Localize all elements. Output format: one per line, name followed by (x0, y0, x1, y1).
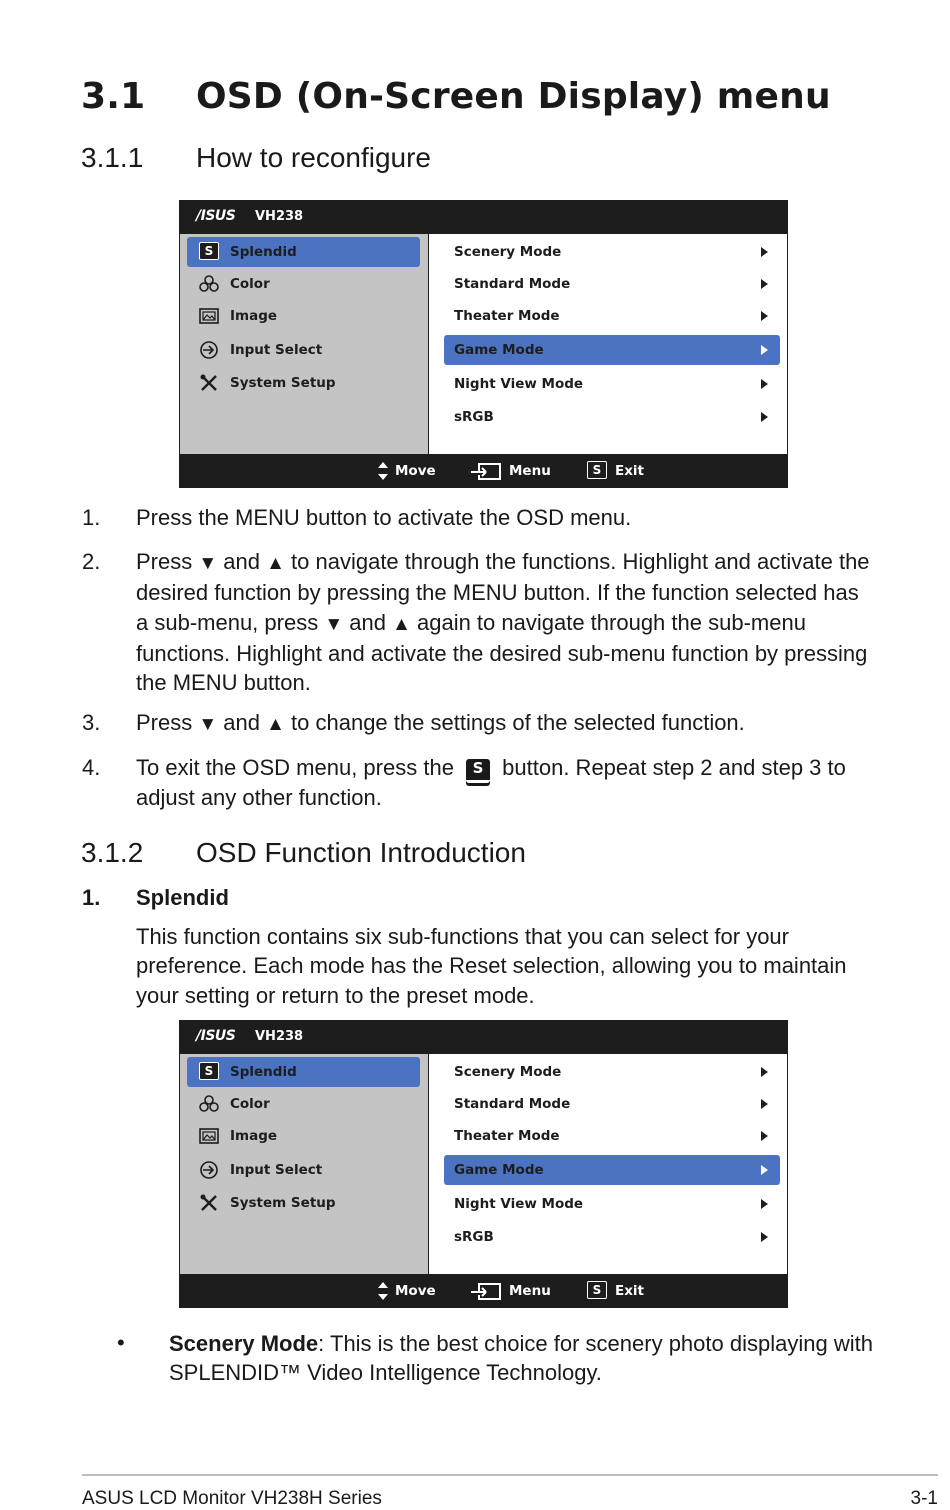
osd-submenu-label: Night View Mode (454, 376, 584, 392)
step-text (136, 753, 872, 812)
osd-submenu-item-selected[interactable] (444, 335, 780, 365)
arrow-right-icon (761, 1131, 768, 1141)
osd-main-menu (180, 1054, 429, 1276)
osd-submenu-item[interactable] (444, 269, 780, 299)
section-title: OSD (On-Screen Display) menu (196, 76, 831, 117)
bullet-text: : This is the best choice for scenery photo displaying with SPLENDID™ Video Intelligence Technology. (169, 1331, 873, 1386)
down-triangle-icon: ▼ (198, 714, 218, 735)
splendid-s-icon: S (199, 242, 219, 260)
osd-submenu-item[interactable] (444, 1121, 780, 1151)
osd-nav-bar (180, 454, 787, 487)
step-text-part: and (343, 609, 393, 635)
subsection-number: 3.1.1 (81, 142, 144, 173)
osd-submenu-item[interactable] (444, 1089, 780, 1119)
step-4 (82, 753, 872, 812)
subsection-title: How to reconfigure (196, 142, 432, 173)
osd-submenu-label: Night View Mode (454, 1196, 584, 1212)
osd-submenu-label: Standard Mode (454, 1096, 571, 1112)
osd-menu-label: Image (230, 308, 278, 324)
osd-submenu-label: Scenery Mode (454, 244, 562, 260)
osd-submenu-item[interactable] (444, 1057, 780, 1087)
osd-nav-exit: Exit (615, 1283, 645, 1299)
step-number: 1. (82, 505, 101, 530)
osd-menu-label: Color (230, 276, 270, 292)
step-text-part: to change the settings of the selected function. (284, 710, 745, 735)
input-select-icon (199, 341, 219, 359)
osd-nav-menu: Menu (509, 463, 551, 479)
osd-menu-label: Splendid (230, 244, 297, 260)
arrow-right-icon (761, 379, 768, 389)
osd-menu-label: Input Select (230, 342, 323, 358)
item-number: 1. (82, 885, 101, 910)
osd-menu-item-splendid[interactable] (187, 237, 420, 267)
step-text-part: and (217, 549, 267, 574)
section-number: 3.1 (81, 76, 146, 117)
up-down-icon (377, 461, 389, 481)
bullet-mark: • (117, 1330, 125, 1355)
exit-s-icon: S (587, 461, 607, 479)
arrow-right-icon (761, 1232, 768, 1242)
down-triangle-icon: ▼ (324, 613, 344, 635)
osd-menu-item-system-setup[interactable] (187, 1188, 420, 1218)
step-text-part: to navigate through the functions. Highlight and activate the desired function by pressing the MENU button. If the function selected has a sub-menu, press (136, 549, 870, 635)
osd-nav-move: Move (395, 463, 436, 479)
arrow-right-icon (761, 279, 768, 289)
bullet-term: Scenery Mode (169, 1331, 319, 1356)
tools-icon (199, 1194, 219, 1212)
step-number: 4. (82, 755, 101, 780)
osd-submenu-item[interactable] (444, 369, 780, 399)
osd-submenu-item[interactable] (444, 1189, 780, 1219)
up-triangle-icon: ▲ (266, 553, 285, 574)
osd-menu-item-color[interactable] (187, 269, 420, 299)
color-icon (199, 1095, 219, 1113)
arrow-right-icon (761, 412, 768, 422)
subsection-title: OSD Function Introduction (196, 837, 526, 868)
osd-menu-label: System Setup (230, 375, 336, 391)
splendid-title: Splendid (136, 885, 229, 910)
osd-menu-label: System Setup (230, 1195, 336, 1211)
footer-divider (82, 1474, 938, 1476)
down-triangle-icon: ▼ (198, 553, 218, 574)
osd-menu-screenshot-2 (179, 1020, 788, 1308)
up-down-icon (377, 1281, 389, 1301)
osd-nav-move: Move (395, 1283, 436, 1299)
osd-submenu-item[interactable] (444, 237, 780, 267)
step-text (136, 547, 872, 697)
osd-submenu-label: Standard Mode (454, 276, 571, 292)
exit-s-icon: S (587, 1281, 607, 1299)
arrow-right-icon (761, 247, 768, 257)
osd-submenu-label: Game Mode (454, 1162, 544, 1178)
step-text: Press the MENU button to activate the OSD menu. (136, 505, 632, 530)
menu-enter-icon (470, 461, 504, 481)
osd-menu-item-input-select[interactable] (187, 335, 420, 365)
subsection-heading-reconfigure (81, 142, 431, 174)
tools-icon (199, 374, 219, 392)
osd-submenu-item[interactable] (444, 1222, 780, 1252)
color-icon (199, 275, 219, 293)
step-text-part: and (217, 710, 267, 735)
scenery-mode-description (169, 1329, 889, 1388)
arrow-right-icon (761, 1099, 768, 1109)
step-2 (82, 547, 872, 697)
step-text-part: Press (136, 710, 199, 735)
osd-nav-exit: Exit (615, 463, 645, 479)
osd-nav-menu: Menu (509, 1283, 551, 1299)
osd-menu-item-image[interactable] (187, 1121, 420, 1151)
step-text-part: To exit the OSD menu, press the (136, 755, 461, 780)
osd-submenu-label: Game Mode (454, 342, 544, 358)
step-text-part: Press (136, 549, 199, 574)
step-text (136, 708, 872, 739)
osd-menu-label: Input Select (230, 1162, 323, 1178)
step-text-part: button. Repeat step 2 and step 3 to adjust any other function. (136, 755, 846, 810)
osd-submenu-label: Theater Mode (454, 1128, 560, 1144)
arrow-right-icon (761, 311, 768, 321)
osd-submenu-item[interactable] (444, 402, 780, 432)
arrow-right-icon (761, 1165, 768, 1175)
osd-nav-bar (180, 1274, 787, 1307)
osd-main-menu (180, 234, 429, 456)
asus-logo: /ISUS (196, 1028, 236, 1044)
image-icon (199, 1127, 219, 1145)
page-number: 3-1 (910, 1488, 938, 1509)
step-number: 3. (82, 710, 101, 735)
step-text-part: again to navigate through the sub-menu functions. Highlight and activate the desired sub-menu function by pressing the MENU button. (136, 609, 868, 696)
osd-submenu-label: Scenery Mode (454, 1064, 562, 1080)
arrow-right-icon (761, 1067, 768, 1077)
section-heading (81, 76, 831, 117)
osd-model: VH238 (255, 209, 304, 224)
subsection-heading-function-intro (81, 837, 526, 869)
splendid-heading (82, 885, 100, 911)
osd-submenu-label: sRGB (454, 1229, 494, 1245)
footer-title: ASUS LCD Monitor VH238H Series (82, 1488, 382, 1509)
osd-menu-label: Color (230, 1096, 270, 1112)
osd-menu-item-input-select[interactable] (187, 1155, 420, 1185)
up-triangle-icon: ▲ (266, 714, 285, 735)
subsection-number: 3.1.2 (81, 837, 144, 868)
osd-menu-label: Splendid (230, 1064, 297, 1080)
arrow-right-icon (761, 345, 768, 355)
input-select-icon (199, 1161, 219, 1179)
osd-title-bar (180, 201, 787, 234)
up-triangle-icon: ▲ (392, 613, 411, 635)
menu-enter-icon (470, 1281, 504, 1301)
image-icon (199, 307, 219, 325)
osd-menu-item-system-setup[interactable] (187, 368, 420, 398)
osd-submenu-item[interactable] (444, 301, 780, 331)
splendid-description: This function contains six sub-functions that you can select for your preference. Each mode has the Reset selection, allowing you to maintain your setting or return to the preset mode. (136, 924, 847, 1008)
osd-menu-screenshot-1 (179, 200, 788, 488)
osd-model: VH238 (255, 1029, 304, 1044)
splendid-s-button-icon: S (466, 759, 490, 783)
osd-submenu-label: Theater Mode (454, 308, 560, 324)
osd-menu-label: Image (230, 1128, 278, 1144)
step-number: 2. (82, 549, 101, 574)
step-3 (82, 708, 872, 739)
osd-submenu-label: sRGB (454, 409, 494, 425)
osd-menu-item-image[interactable] (187, 301, 420, 331)
osd-title-bar (180, 1021, 787, 1054)
osd-menu-item-color[interactable] (187, 1089, 420, 1119)
step-1 (82, 503, 872, 532)
arrow-right-icon (761, 1199, 768, 1209)
osd-menu-item-splendid[interactable] (187, 1057, 420, 1087)
asus-logo: /ISUS (196, 208, 236, 224)
splendid-s-icon: S (199, 1062, 219, 1080)
osd-submenu-item-selected[interactable] (444, 1155, 780, 1185)
